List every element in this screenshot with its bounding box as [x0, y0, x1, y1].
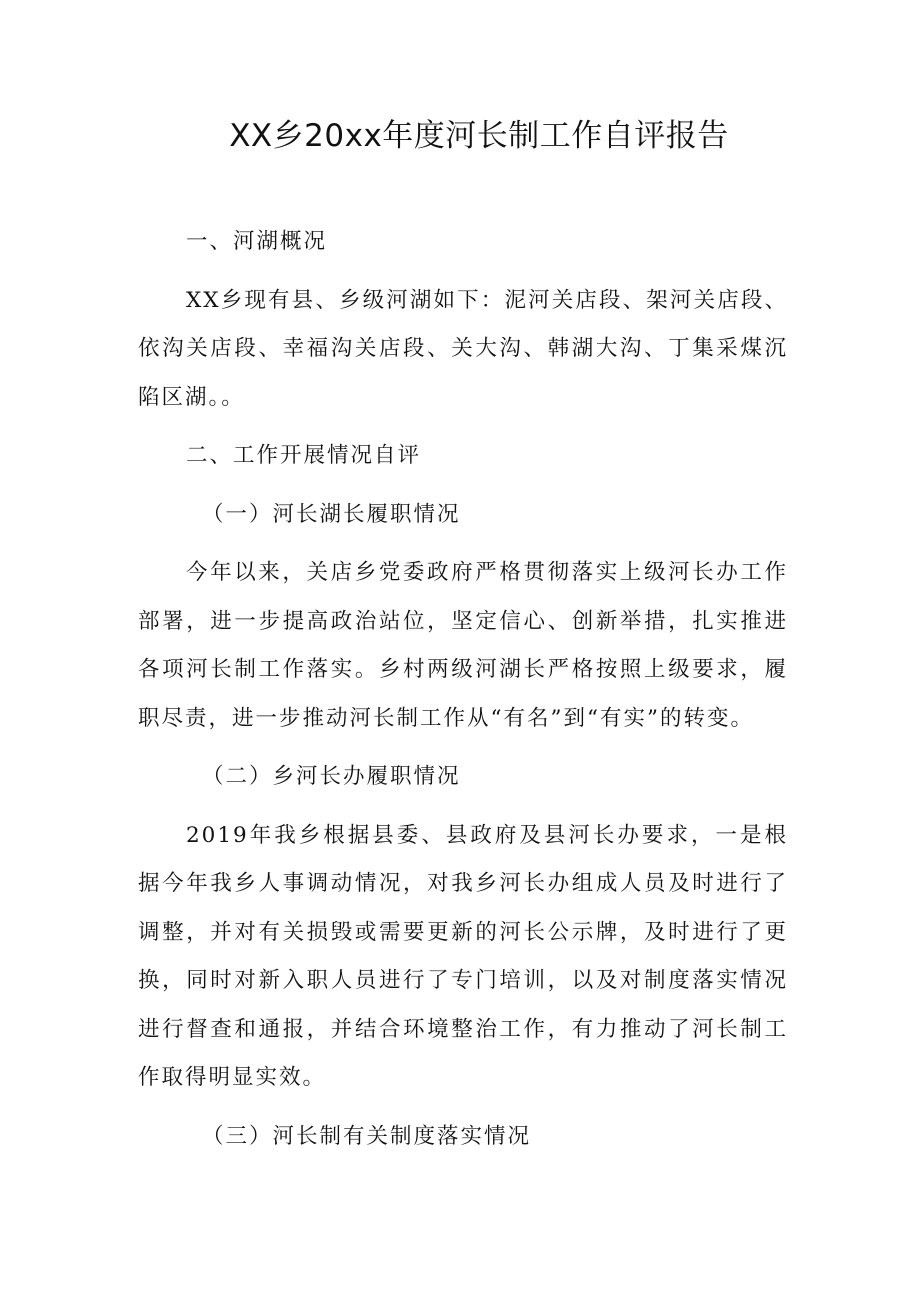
- subsection-heading-system-implementation: （三）河长制有关制度落实情况: [202, 1123, 532, 1149]
- paragraph-office-duties: 2019年我乡根据县委、县政府及县河长办要求，一是根据今年我乡人事调动情况，对我乡河长办组成人员及时进行了调整，并对有关损毁或需要更新的河长公示牌，及时进行了更换，同时对新入职人员进行了专门培训，以及对制度落实情况进行督查和通报，并结合环境整治工作，有力推动了河长制工作取得明显实效。: [138, 822, 788, 1090]
- paragraph-river-chief-duties: 今年以来，关店乡党委政府严格贯彻落实上级河长办工作部署，进一步提高政治站位，坚定信心、创新举措，扎实推进各项河长制工作落实。乡村两级河湖长严格按照上级要求，履职尽责，进一步推动河长制工作从“有名”到“有实”的转变。: [138, 560, 788, 731]
- paragraph-overview: XX乡现有县、乡级河湖如下：泥河关店段、架河关店段、依沟关店段、幸福沟关店段、关大沟、韩湖大沟、丁集采煤沉陷区湖。。: [138, 287, 788, 410]
- subsection-heading-river-chief-duties: （一）河长湖长履职情况: [202, 501, 461, 527]
- subsection-heading-office-duties: （二）乡河长办履职情况: [202, 764, 461, 789]
- section-heading-overview: 一、河湖概况: [186, 229, 328, 254]
- document-body: [138, 218, 788, 1171]
- section-heading-self-assessment: 二、工作开展情况自评: [186, 443, 422, 468]
- document-title: XX乡20xx年度河长制工作自评报告: [229, 118, 729, 154]
